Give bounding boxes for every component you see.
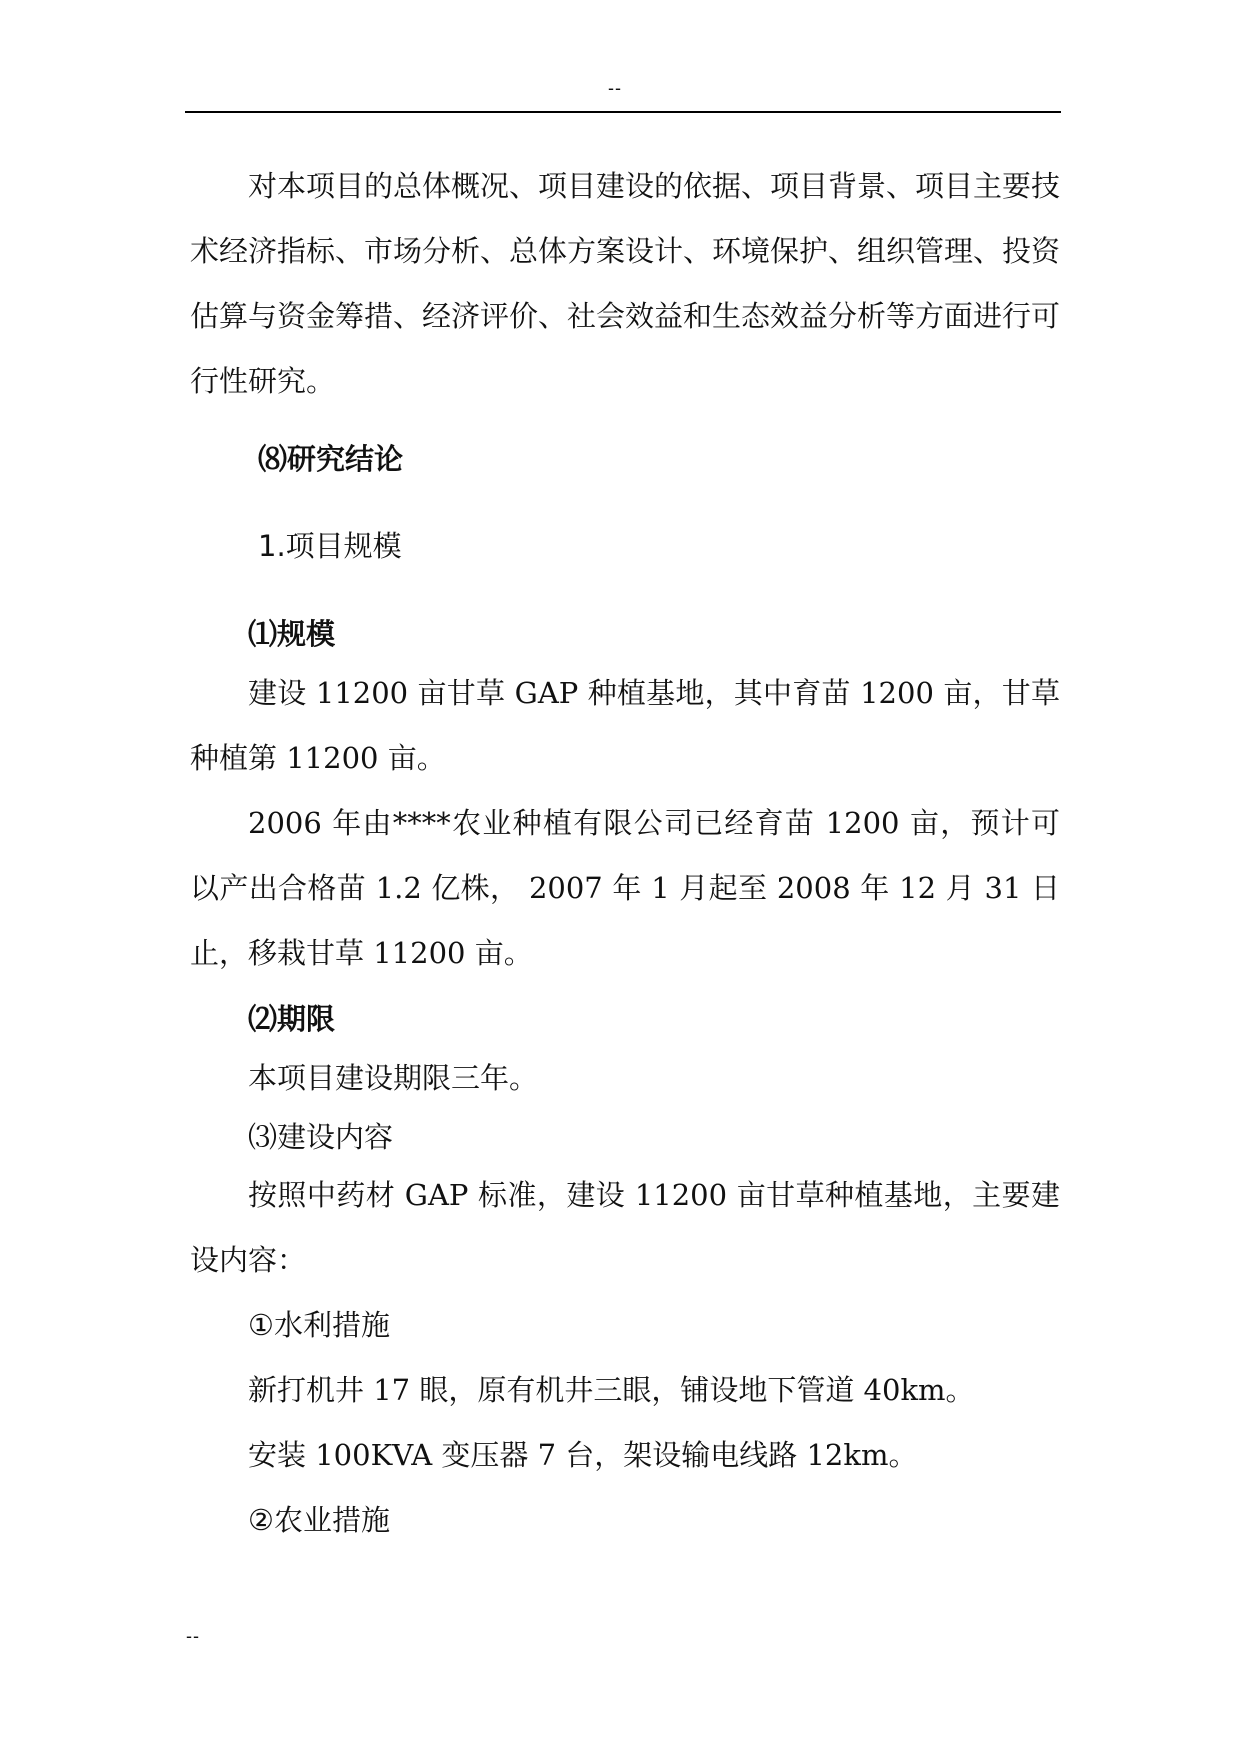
header-rule (185, 111, 1061, 113)
seedling-paragraph: 2006 年由****农业种植有限公司已经育苗 1200 亩，预计可以产出合格苗 1.2 亿株， 2007 年 1 月起至 2008 年 12 月 31 日止，移栽甘草 11200 亩。 (190, 806, 1060, 970)
item-heading-period: ⑵期限 (248, 1002, 336, 1036)
subsection-heading-project-scale: 1.项目规模 (258, 529, 402, 563)
construction-paragraph: 按照中药材 GAP 标准，建设 11200 亩甘草种植基地，主要建设内容： (190, 1178, 1060, 1277)
item-heading-scale: ⑴规模 (248, 617, 336, 651)
item-heading-construction: ⑶建设内容 (248, 1120, 394, 1154)
intro-paragraph: 对本项目的总体概况、项目建设的依据、项目背景、项目主要技术经济指标、市场分析、总体方案设计、环境保护、组织管理、投资估算与资金筹措、经济评价、社会效益和生态效益分析等方面进行可行性研究。 (190, 169, 1061, 398)
period-paragraph: 本项目建设期限三年。 (248, 1061, 539, 1095)
wells-paragraph: 新打机井 17 眼，原有机井三眼，铺设地下管道 40km。 (248, 1373, 975, 1407)
footer-mark: -- (186, 1626, 200, 1646)
power-paragraph: 安装 100KVA 变压器 7 台，架设输电线路 12km。 (248, 1438, 918, 1472)
document-body (190, 154, 1060, 1553)
header-mark: -- (608, 78, 622, 98)
section-heading-research-conclusion: ⑻研究结论 (258, 442, 404, 476)
measure-heading-water: ①水利措施 (248, 1308, 390, 1342)
measure-heading-agriculture: ②农业措施 (248, 1503, 390, 1537)
scale-paragraph: 建设 11200 亩甘草 GAP 种植基地，其中育苗 1200 亩，甘草种植第 11200 亩。 (190, 676, 1060, 775)
